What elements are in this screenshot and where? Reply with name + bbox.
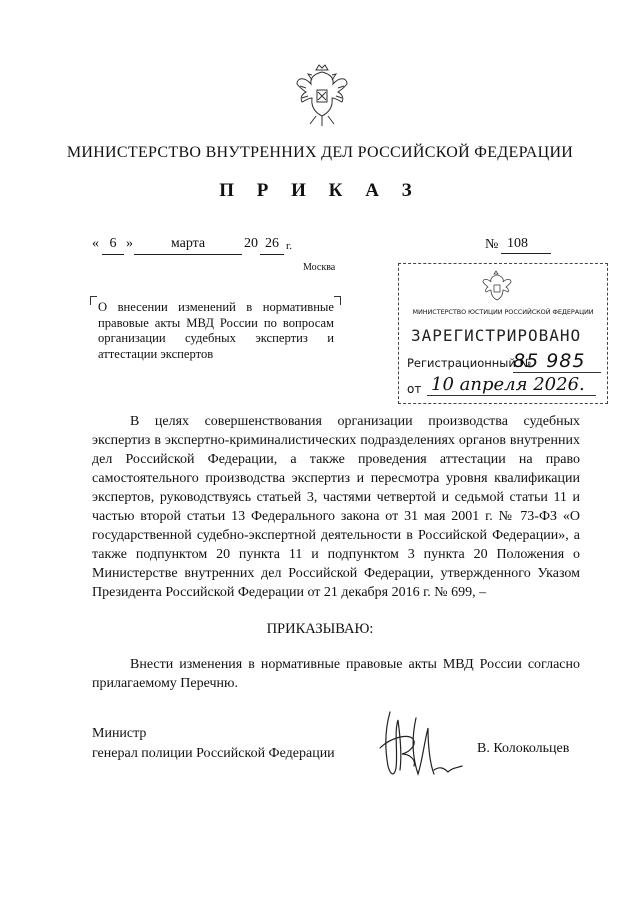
document-title: П Р И К А З [219, 180, 421, 201]
order-body [92, 412, 580, 602]
stamp-reg-date: 10 апреля 2026. [427, 374, 596, 396]
coat-of-arms-icon [294, 62, 350, 130]
stamp-ministry: МИНИСТЕРСТВО ЮСТИЦИИ РОССИЙСКОЙ ФЕДЕРАЦИИ [412, 308, 594, 316]
signatory-position: Министр [92, 726, 147, 741]
order-number: 108 [501, 236, 551, 254]
date-day: 6 [102, 236, 124, 255]
order-number-label: № [485, 237, 499, 252]
stamp-date-prefix: от [407, 382, 422, 396]
registration-stamp [398, 263, 608, 404]
ministry-name: МИНИСТЕРСТВО ВНУТРЕННИХ ДЕЛ РОССИЙСКОЙ ФЕДЕРАЦИИ [66, 144, 574, 161]
stamp-registered: ЗАРЕГИСТРИРОВАНО [411, 326, 582, 345]
handwritten-signature [372, 708, 464, 788]
subject-bracket-right [334, 296, 341, 305]
city: Москва [303, 262, 336, 273]
signatory-name: В. Колокольцев [477, 741, 570, 756]
stamp-reg-label: Регистрационный № [407, 356, 532, 370]
date-open-quote: « [92, 236, 99, 251]
date-close-quote: » [126, 236, 133, 251]
stamp-emblem-icon [481, 270, 513, 306]
signatory-title [92, 724, 335, 764]
stamp-reg-number: 85 985 [513, 350, 601, 373]
order-body-paragraph: В целях совершенствования организации производства судебных экспертиз в экспертно-криминалистических подразделениях органов внутренних дел Российской Федерации, а также проведения аттестации на право самостоятельного производства экспертиз и пересмотра уровня квалификации экспертов, руководствуясь статьей 3, частями четвертой и седьмой статьи 11 и частью второй статьи 13 Федерального закона от 31 мая 2001 г. № 73-ФЗ «О государственной судебно-экспертной деятельности в Российской Федерации», а также подпунктом 20 пункта 11 и подпунктом 3 пункта 20 Положения о Министерстве внутренних дел Российской Федерации, утвержденного Указом Президента Российской Федерации от 21 декабря 2016 г. № 699, – [92, 414, 580, 600]
subject-bracket-left [90, 296, 97, 305]
date-year-prefix: 20 [244, 236, 258, 251]
resolve-heading: ПРИКАЗЫВАЮ: [266, 621, 374, 637]
date-year-unit: г. [286, 240, 293, 252]
date-year-suffix: 26 [260, 236, 284, 255]
signatory-rank: генерал полиции Российской Федерации [92, 746, 335, 761]
date-month: марта [134, 236, 242, 255]
order-instruction: Внести изменения в нормативные правовые акты МВД России согласно прилагаемому Перечню. [92, 657, 580, 691]
order-subject: О внесении изменений в нормативные правовые акты МВД России по вопросам организации судебных экспертиз и аттестации экспертов [98, 300, 334, 361]
